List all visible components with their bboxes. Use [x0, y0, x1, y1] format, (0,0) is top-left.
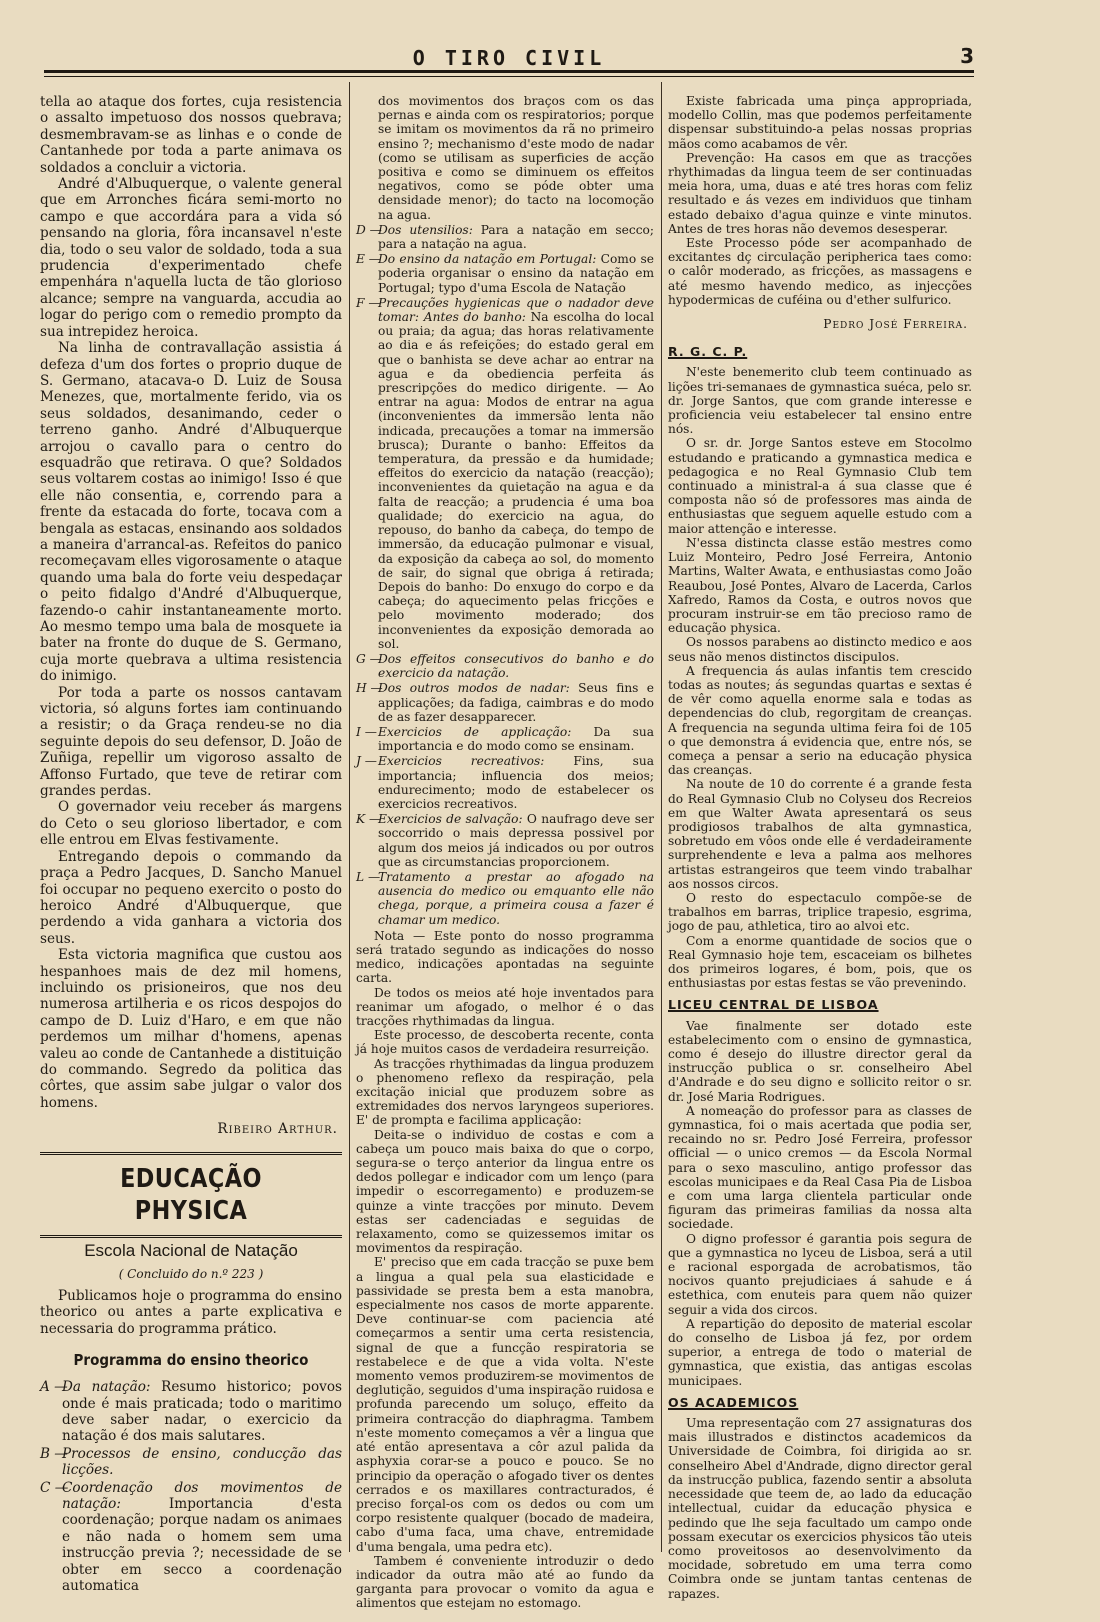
- item-head: Dos effeitos consecutivos do banho e do exercicio da natação.: [378, 651, 654, 681]
- paragraph: As tracções rhythimadas da lingua produzem o phenomeno reflexo da respiração, pela excitação inicial que produzem sobre as extremidades dos nervos laryngeos superiores. E' de prompta e facilima applicação:: [356, 1056, 654, 1128]
- program-item: [356, 870, 654, 927]
- paragraph: E' preciso que em cada tracção se puxe bem a lingua a qual pela sua elasticidade e passividade se presta bem a esta manobra, especialmente nos casos de morte apparente. Deve continuar-se com paciencia até começarmos a sentir uma certa resistencia, signal de que a funcção respiratoria se restabelece e de que a vida volta. N'este momento vemos produzirem-se movimentos de deglutição, seguidos d'uma inspiração ruidosa e profunda parecendo um soluço, effeito da primeira contracção do diaphragma. Tambem n'este momento começamos a vêr a lingua que até então apresentava a côr azul palida da asphyxia corar-se a pouco e pouco. Se no principio da operação o afogado tiver os dentes cerrados e os maxillares contracturados, é preciso forçal-os com os dedos ou com um corpo resistente qualquer (bocado de madeira, cabo d'uma faca, uma chave, entremidade d'uma bengala, uma pedra etc).: [356, 1255, 654, 1554]
- note-paragraph: Nota — Este ponto do nosso programma será tratado segundo as indicações do nosso medico, indicações apontadas na seguinte carta.: [356, 928, 654, 986]
- column-divider: [349, 82, 350, 1552]
- author-signature: Ribeiro Arthur.: [217, 1121, 338, 1138]
- section-rule: [40, 1235, 342, 1238]
- page-number: 3: [960, 44, 974, 68]
- paragraph: O resto do espectaculo compõe-se de trabalhos em barras, triplice trapesio, esgrima, jogo de pau, athletica, tiro ao alvoi etc.: [668, 890, 972, 934]
- section-heading-academicos: OS ACADEMICOS: [668, 1394, 799, 1410]
- program-item: [356, 681, 654, 724]
- item-letter: B —: [40, 1445, 68, 1462]
- paragraph: Vae finalmente ser dotado este estabelecimento com o ensino de gymnastica, como é desejo do illustre director geral da instrucção publica o sr. conselheiro Abel d'Andrade e do seu digno e sollicito reitor o sr. dr. José Maria Rodrigues.: [668, 1018, 972, 1104]
- paragraph: N'essa distincta classe estão mestres como Luiz Monteiro, Pedro José Ferreira, Antonio Martins, Walter Awata, e enthusiastas como João Reaubou, José Pontes, Alvaro de Lacerda, Carlos Xafredo, Ramos da Costa, e outros novos que procuram instruir-se em tão precioso ramo de educação physica.: [668, 535, 972, 636]
- column-divider: [661, 82, 662, 1552]
- item-head: Da natação:: [62, 1379, 151, 1396]
- paragraph: Os nossos parabens ao distincto medico e aos seus não menos distinctos discipulos.: [668, 635, 972, 664]
- paragraph: Na noute de 10 do corrente é a grande festa do Real Gymnasio Club no Colyseu dos Recreios em que Walter Awata apresentará os seus prodigiosos trabalhos de alta gymnastica, sobretudo em vôos onde elle é verdadeiramente surprehendente e leva a palma aos melhores artistas estrangeiros que teem vindo trabalhar aos nossos circos.: [668, 777, 972, 891]
- column-1: [40, 94, 342, 1595]
- program-title: Programma do ensino theorico: [73, 1351, 309, 1370]
- item-letter: F —: [356, 295, 381, 310]
- paragraph: Tambem é conveniente introduzir o dedo indicador da outra mão até ao fundo da garganta para provocar o vomito da agua e alimentos que estejam no estomago.: [356, 1553, 654, 1611]
- item-text: Na escolha do local ou praia; da agua; das horas relativamente ao dia e ás refeições; do estado geral em que o banhista se deve achar ao entrar na agua e da obediencia perfeita ás prescripções do medico dirigente. — Ao entrar na agua: Modos de entrar na agua (inconvenientes da immersão lenta não indicada, precauções a tomar na immersão brusca); Durante o banho: Effeitos da temperatura, da pressão e da humidade; effeitos do exercicio da natação (reacção); inconvenientes da quietação na agua e da falta de reacção; a prudencia é uma boa qualidade; do exercicio na agua, do repouso, do banho da cabeça, do tempo de immersão, da educação pulmonar e visual, da exposição da cabeça ao sol, do momento de sair, do signal que obriga á retirada; Depois do banho: Do enxugo do corpo e da cabeça; do aquecimento pelas fricções e pelo movimento moderado; dos inconvenientes da exposição demorada ao sol.: [378, 310, 654, 651]
- program-item-continued: dos movimentos dos braços com os das pernas e ainda com os respiratorios; porque se imitam os movimentos da rã no primeiro ensino ?; mechanismo d'este modo de nadar (como se utilisam as superficies de acção positiva e como se diminuem os effeitos negativos, como se póde obter uma densidade menor); do tacto na locomoção na agua.: [378, 94, 654, 222]
- section-title: EDUCAÇÃO PHYSICA: [120, 1163, 262, 1226]
- item-text: Seus fins e applicações; da fadiga, caimbras e do modo de as fazer desapparecer.: [378, 681, 655, 724]
- column-2: [356, 94, 655, 1611]
- paragraph: Por toda a parte os nossos cantavam victoria, só alguns fortes iam continuando a resistir; o da Graça rendeu-se no dia seguinte depois do seu defensor, D. João de Zuñiga, repellir um vigoroso assalto de Affonso Furtado, que teve de retirar com grandes perdas.: [40, 684, 342, 800]
- item-head: Tratamento a prestar ao afogado na ausencia do medico ou emquanto elle não chega, porque, a primeira cousa a fazer é chamar um medico.: [378, 869, 654, 927]
- item-text: Fins, sua importancia; influencia dos meios; endurecimento; modo de estabelecer os exercicios recreativos.: [378, 754, 654, 811]
- paragraph: Prevenção: Ha casos em que as tracções rhythimadas da lingua teem de ser continuadas meia hora, uma, duas e até tres horas com feliz resultado e ás vezes em individuos que tinham estado debaixo d'agua quinze e vinte minutos. Antes de tres horas não devemos desesperar.: [668, 150, 972, 236]
- paragraph: Este Processo póde ser acompanhado de excitantes dç circulação peripherica taes como: o calôr moderado, as fricções, as massagens e até mesmo havendo medico, as injecções hypodermicas de cuféina ou d'ether sulfurico.: [668, 236, 972, 307]
- column-3: [668, 94, 972, 1601]
- section-heading-liceu: LICEU CENTRAL DE LISBOA: [668, 997, 879, 1013]
- paragraph: Existe fabricada uma pinça appropriada, modello Collin, mas que podemos perfeitamente dispensar substituindo-a pelas nossas proprias mãos como acabamos de vêr.: [668, 94, 972, 151]
- item-text: O naufrago deve ser soccorrido o mais depressa possivel por algum dos meios já indicados ou por outros que as circumstancias proporcionem.: [378, 812, 654, 869]
- paragraph: Entregando depois o commando da praça a Pedro Jacques, D. Sancho Manuel foi occupar no pequeno exercito o posto do heroico André d'Albuquerque, que perdendo a vida ganhara a victoria dos seus.: [40, 848, 342, 947]
- item-head: Exercicios recreativos:: [378, 754, 545, 769]
- item-head: Do ensino da natação em Portugal:: [378, 252, 597, 267]
- paragraph: Deita-se o individuo de costas e com a cabeça um pouco mais baixa do que o corpo, segura-se o terço anterior da lingua entre os dedos pollegar e indicador com um lenço (para impedir o escorregamento) e produzem-se quinze a vinte tracções por minuto. Devem estas ser cadenciadas e seguidas de relaxamento, como se quizessemos imitar os movimentos da respiração.: [356, 1127, 654, 1256]
- item-letter: D —: [356, 222, 382, 237]
- program-item: [356, 652, 654, 680]
- paragraph: tella ao ataque dos fortes, cuja resistencia o assalto impetuoso dos nossos quebrava; desmembravam-se as linhas e o conde de Cantanhede por toda a parte animava os soldados a concluir a victoria.: [40, 94, 342, 176]
- item-head: Precauções hygienicas que o nadador deve tomar: Antes do banho:: [378, 295, 654, 325]
- program-item: [356, 754, 654, 811]
- item-text: Como se poderia organisar o ensino da natação em Portugal; typo d'uma Escola de Natação: [378, 252, 654, 295]
- item-letter: E —: [356, 252, 381, 267]
- item-letter: C —: [40, 1479, 69, 1496]
- author-signature: Pedro José Ferreira.: [823, 317, 968, 332]
- program-item: [356, 223, 654, 251]
- item-head: Dos utensilios:: [378, 222, 473, 237]
- item-letter: J —: [356, 754, 377, 769]
- item-letter: H —: [356, 681, 383, 696]
- paragraph: Com a enorme quantidade de socios que o Real Gymnasio hoje tem, escaceiam os bilhetes dos primeiros logares, é bom, pois, que os enthusiastas por estas festas se vão prevenindo.: [668, 933, 972, 991]
- program-item: [40, 1379, 342, 1445]
- item-head: Coordenação dos movimentos de natação:: [62, 1479, 342, 1513]
- paragraph: O sr. dr. Jorge Santos esteve em Stocolmo estudando e praticando a gymnastica medica e pedagogica e no Real Gymnasio Club tem continuado a ministral-a á sua classe que é composta não só de professores mas ainda de enthusiastas que seguem aquelle estudo com a maior attenção e interesse.: [668, 436, 972, 536]
- paragraph: A nomeação do professor para as classes de gymnastica, foi o mais acertada que podia ser, recaindo no sr. Pedro José Ferreira, professor official — o unico cremos — da Escola Normal para o sexo masculino, antigo professor das escolas municipaes e da Real Casa Pia de Lisboa e com uma larga clientela particular onde figuram das primeiras familias da nossa alta sociedade.: [668, 1103, 972, 1232]
- continued-note: ( Concluido do n.º 223 ): [118, 1266, 264, 1281]
- item-text: Para a natação em secco; para a natação na agua.: [378, 222, 654, 252]
- item-letter: K —: [356, 812, 382, 827]
- paragraph: De todos os meios até hoje inventados para reanimar um afogado, o melhor é o das tracções rhythimadas da lingua.: [356, 985, 654, 1028]
- item-text: Importancia d'esta coordenação; porque nadam os animaes e não nada o homem sem uma instrucção previa ?; necessidade de se obter em secco a coordenação automatica: [62, 1496, 342, 1595]
- paragraph: O governador veiu receber ás margens do Ceto o seu glorioso libertador, e com elle entrou em Elvas festivamente.: [40, 799, 342, 849]
- paragraph: Este processo, de descoberta recente, conta já hoje muitos casos de verdadeira resurreição.: [356, 1028, 654, 1057]
- item-letter: L —: [356, 869, 381, 884]
- header-rule: [44, 70, 974, 73]
- program-item: [356, 812, 654, 869]
- item-text: Resumo historico; povos onde é mais praticada; todo o maritimo deve saber nadar, o exercicio da natação é dos mais salutares.: [62, 1379, 342, 1445]
- program-item: [356, 725, 654, 753]
- item-head: Exercicios de applicação:: [378, 724, 572, 739]
- paragraph: O digno professor é garantia pois segura de que a gymnastica no lyceu de Lisboa, será a util e racional esporgada de acrobatismos, tão nocivos quanto prejudiciaes á sahude e á estethica, com enuteis para quem não quizer seguir a vida dos circos.: [668, 1231, 972, 1317]
- item-head: Exercicios de salvação:: [378, 812, 523, 827]
- section-heading-rgcp: R. G. C. P.: [668, 344, 748, 360]
- item-head: Processos de ensino, conducção das licções.: [62, 1445, 342, 1479]
- program-item: [40, 1480, 342, 1595]
- program-item: [356, 296, 654, 651]
- paragraph: Uma representação com 27 assignaturas dos mais illustrados e distinctos academicos da Universidade de Coimbra, foi dirigida ao sr. conselheiro Abel d'Andrade, digno director geral da instrucção publica, fazendo sentir a absoluta necessidade que teem de, ao lado da educação intellectual, cuidar da educação physica e pedindo que lhe seja facultado um campo onde possam executar os exercicios physicos tão uteis como proveitosos ao desenvolvimento da mocidade, sobretudo em uma terra como Coimbra onde se juntam tantas centenas de rapazes.: [668, 1416, 972, 1601]
- section-rule: [40, 1152, 342, 1155]
- paragraph: André d'Albuquerque, o valente general que em Arronches ficára semi-morto no campo e que accordára para a vida só pensando na gloria, fôra incansavel n'este dia, todo o seu valor de soldado, toda a sua prudencia d'experimentado chefe empenhára n'aquella lucta de tão glorioso alcance; sempre na vanguarda, accudia ao logar do perigo com o remedio prompto da sua intrepidez heroica.: [40, 176, 342, 340]
- paragraph: A frequencia ás aulas infantis tem crescido todas as noutes; ás segundas quartas e sextas é de vêr como aquella enorme sala e todas as dependencias do club, regorgitam de creanças. A frequencia na segunda ultima feira foi de 105 o que demonstra á evidencia que, entre nós, se começa a pensar a serio na educação physica das creanças.: [668, 663, 972, 778]
- program-item: [356, 252, 654, 295]
- paragraph: Esta victoria magnifica que custou aos hespanhoes mais de dez mil homens, incluindo os prisioneiros, que nos deu numerosa artilheria e os ricos despojos do campo de D. Luiz d'Haro, e em que não perdemos um milhar d'homens, apenas valeu ao conde de Cantanhede a distituição do commando. Segredo da politica das côrtes, que assim sabe julgar o valor dos homens.: [40, 947, 342, 1111]
- item-letter: I —: [356, 724, 377, 739]
- paragraph: A repartição do deposito de material escolar do conselho de Lisboa já fez, por ordem superior, a entrega de todo o material de gymnastica, que existia, das antigas escolas municipaes.: [668, 1316, 972, 1388]
- paragraph: Na linha de contravallação assistia á defeza d'um dos fortes o proprio duque de S. Germano, atacava-o D. Luiz de Sousa Menezes, que, mortalmente ferido, via os seus soldados, desanimando, ceder o terreno ganho. André d'Albuquerque arrojou o cavallo para o centro do esquadrão que retirava. O que? Soldados seus voltarem costas ao inimigo! Isso é que elle não consentia, e, correndo para a frente da estacada do forte, tocava com a bengala as estacas, ensinando aos soldados a maneira d'arrancal-as. Refeitos do panico recomeçavam elles vigorosamente o ataque quando uma bala do forte veiu despedaçar o peito fidalgo d'André d'Albuquerque, fazendo-o cahir instantaneamente morto. Ao mesmo tempo uma bala de mosquete ia bater na fronte do duque de S. Germano, cuja morte quebrava a ultima resistencia do inimigo.: [40, 340, 342, 685]
- item-head: Dos outros modos de nadar:: [378, 681, 570, 696]
- page-header: [44, 38, 974, 74]
- paragraph: N'este benemerito club teem continuado as lições tri-semanaes de gymnastica suéca, pelo sr. dr. Jorge Santos, que com grande interesse e proficiencia veiu estabelecer tal ensino entre nós.: [668, 365, 972, 437]
- program-item: [40, 1446, 342, 1479]
- item-text: Da sua importancia e do modo como se ensinam.: [378, 724, 654, 754]
- item-letter: A —: [40, 1379, 68, 1396]
- item-letter: G —: [356, 651, 382, 666]
- paragraph: Publicamos hoje o programma do ensino theorico ou antes a parte explicativa e necessaria do programma prático.: [40, 1288, 342, 1337]
- header-rule-thin: [44, 76, 974, 77]
- masthead-title: O TIRO CIVIL: [412, 46, 606, 70]
- section-subtitle: Escola Nacional de Natação: [84, 1240, 298, 1260]
